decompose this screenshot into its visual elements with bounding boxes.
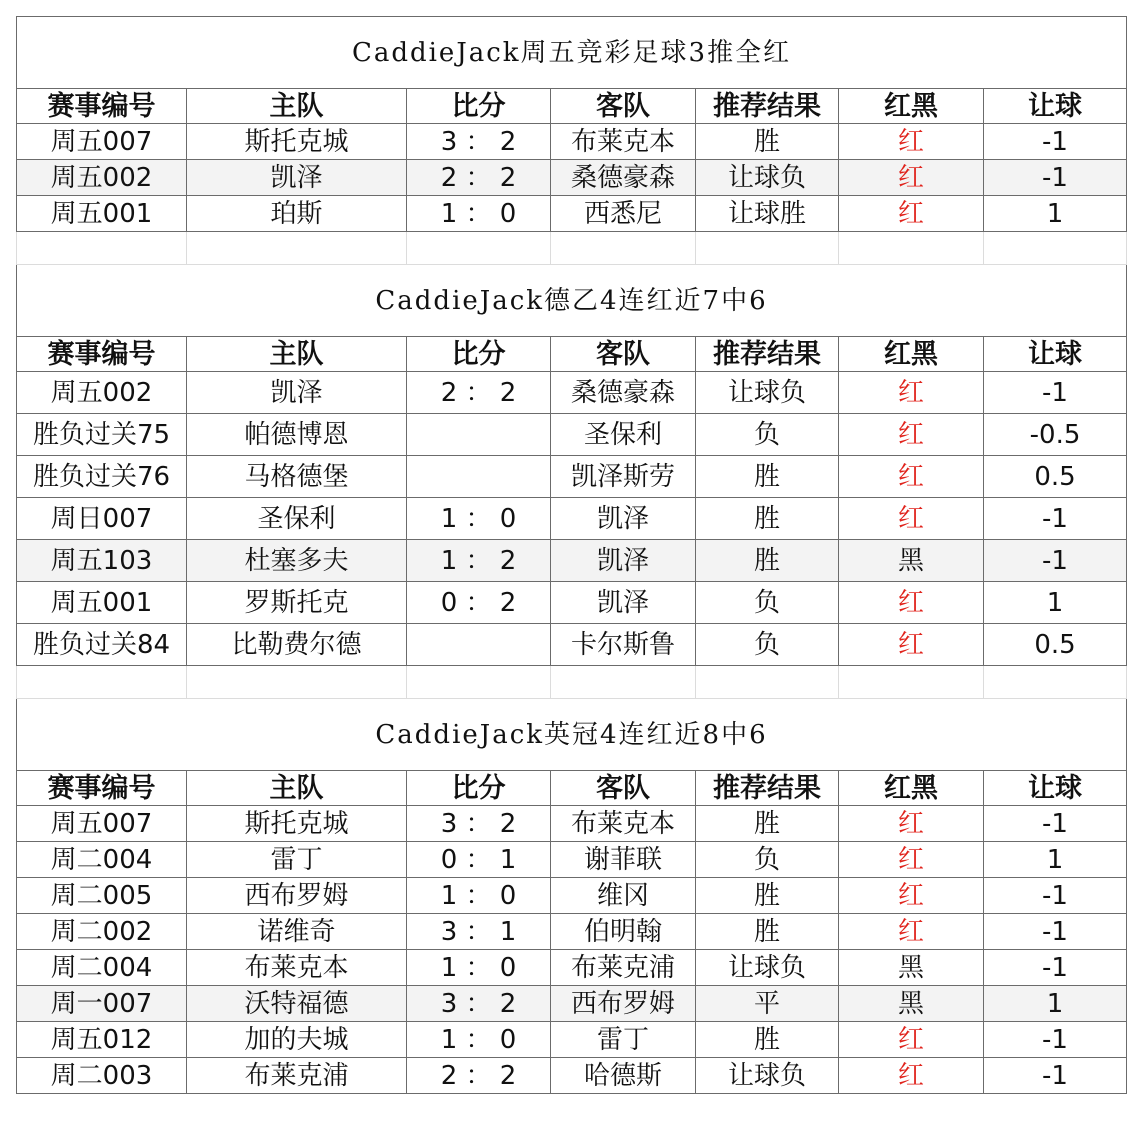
- handicap-cell: 1: [984, 582, 1127, 624]
- spacer-cell: [17, 232, 187, 265]
- match-id-cell: 周五012: [17, 1022, 187, 1058]
- away-team-cell: 维冈: [551, 878, 696, 914]
- column-header: 让球: [984, 89, 1127, 124]
- match-id-cell: 周五002: [17, 372, 187, 414]
- result-cell: 红: [839, 1022, 984, 1058]
- away-team-cell: 桑德豪森: [551, 160, 696, 196]
- match-id-cell: 胜负过关84: [17, 624, 187, 666]
- pick-cell: 胜: [696, 498, 839, 540]
- match-id-cell: 周五007: [17, 806, 187, 842]
- home-team-cell: 珀斯: [187, 196, 407, 232]
- result-cell: 黑: [839, 950, 984, 986]
- match-id-cell: 周日007: [17, 498, 187, 540]
- results-sheet: [16, 16, 1126, 1094]
- column-header: 比分: [407, 771, 551, 806]
- home-team-cell: 布莱克本: [187, 950, 407, 986]
- table-row: [17, 986, 1127, 1022]
- result-cell: 红: [839, 878, 984, 914]
- column-header: 主队: [187, 337, 407, 372]
- match-id-cell: 周五001: [17, 582, 187, 624]
- spacer-row: [17, 232, 1127, 265]
- match-id-cell: 周五007: [17, 124, 187, 160]
- pick-cell: 让球胜: [696, 196, 839, 232]
- spacer-cell: [551, 232, 696, 265]
- score-cell: 1 ： 0: [407, 950, 551, 986]
- handicap-cell: -1: [984, 1022, 1127, 1058]
- spacer-cell: [407, 232, 551, 265]
- table-row: [17, 1022, 1127, 1058]
- column-header: 客队: [551, 89, 696, 124]
- match-id-cell: 胜负过关75: [17, 414, 187, 456]
- match-id-cell: 周二003: [17, 1058, 187, 1094]
- pick-cell: 胜: [696, 806, 839, 842]
- column-header: 比分: [407, 337, 551, 372]
- handicap-cell: 0.5: [984, 624, 1127, 666]
- pick-cell: 负: [696, 582, 839, 624]
- handicap-cell: -1: [984, 498, 1127, 540]
- home-team-cell: 凯泽: [187, 160, 407, 196]
- away-team-cell: 桑德豪森: [551, 372, 696, 414]
- away-team-cell: 雷丁: [551, 1022, 696, 1058]
- spacer-cell: [551, 666, 696, 699]
- score-cell: 1 ： 0: [407, 1022, 551, 1058]
- result-cell: 红: [839, 456, 984, 498]
- spacer-cell: [839, 666, 984, 699]
- away-team-cell: 西悉尼: [551, 196, 696, 232]
- section-title-row: [17, 699, 1127, 771]
- pick-cell: 负: [696, 842, 839, 878]
- spacer-cell: [696, 666, 839, 699]
- away-team-cell: 凯泽: [551, 540, 696, 582]
- handicap-cell: -1: [984, 878, 1127, 914]
- home-team-cell: 杜塞多夫: [187, 540, 407, 582]
- handicap-cell: -0.5: [984, 414, 1127, 456]
- match-id-cell: 周二004: [17, 950, 187, 986]
- column-header: 红黑: [839, 337, 984, 372]
- table-row: [17, 456, 1127, 498]
- away-team-cell: 布莱克浦: [551, 950, 696, 986]
- handicap-cell: 1: [984, 196, 1127, 232]
- header-row: [17, 89, 1127, 124]
- column-header: 让球: [984, 337, 1127, 372]
- table-row: [17, 878, 1127, 914]
- column-header: 推荐结果: [696, 337, 839, 372]
- away-team-cell: 凯泽: [551, 498, 696, 540]
- pick-cell: 负: [696, 624, 839, 666]
- home-team-cell: 帕德博恩: [187, 414, 407, 456]
- score-cell: 0 ： 2: [407, 582, 551, 624]
- match-id-cell: 周二002: [17, 914, 187, 950]
- match-id-cell: 周五103: [17, 540, 187, 582]
- home-team-cell: 比勒费尔德: [187, 624, 407, 666]
- handicap-cell: -1: [984, 1058, 1127, 1094]
- table-row: [17, 498, 1127, 540]
- table-row: [17, 914, 1127, 950]
- result-cell: 红: [839, 806, 984, 842]
- pick-cell: 让球负: [696, 1058, 839, 1094]
- table-row: [17, 414, 1127, 456]
- score-cell: 0 ： 1: [407, 842, 551, 878]
- away-team-cell: 哈德斯: [551, 1058, 696, 1094]
- table-row: [17, 1058, 1127, 1094]
- section-title: CaddieJack德乙4连红近7中6: [17, 265, 1127, 337]
- result-cell: 红: [839, 124, 984, 160]
- away-team-cell: 伯明翰: [551, 914, 696, 950]
- away-team-cell: 西布罗姆: [551, 986, 696, 1022]
- spacer-cell: [839, 232, 984, 265]
- spacer-cell: [187, 666, 407, 699]
- match-id-cell: 周二004: [17, 842, 187, 878]
- pick-cell: 胜: [696, 124, 839, 160]
- home-team-cell: 罗斯托克: [187, 582, 407, 624]
- column-header: 赛事编号: [17, 89, 187, 124]
- column-header: 客队: [551, 771, 696, 806]
- result-cell: 红: [839, 582, 984, 624]
- score-cell: 1 ： 2: [407, 540, 551, 582]
- match-id-cell: 周二005: [17, 878, 187, 914]
- column-header: 主队: [187, 89, 407, 124]
- spacer-cell: [696, 232, 839, 265]
- table-row: [17, 124, 1127, 160]
- score-cell: 2 ： 2: [407, 160, 551, 196]
- column-header: 客队: [551, 337, 696, 372]
- home-team-cell: 斯托克城: [187, 806, 407, 842]
- column-header: 让球: [984, 771, 1127, 806]
- away-team-cell: 圣保利: [551, 414, 696, 456]
- away-team-cell: 凯泽斯劳: [551, 456, 696, 498]
- result-cell: 红: [839, 372, 984, 414]
- table-row: [17, 582, 1127, 624]
- home-team-cell: 诺维奇: [187, 914, 407, 950]
- spacer-cell: [407, 666, 551, 699]
- pick-cell: 胜: [696, 1022, 839, 1058]
- handicap-cell: -1: [984, 372, 1127, 414]
- pick-cell: 让球负: [696, 372, 839, 414]
- column-header: 赛事编号: [17, 337, 187, 372]
- spacer-cell: [984, 666, 1127, 699]
- column-header: 赛事编号: [17, 771, 187, 806]
- home-team-cell: 斯托克城: [187, 124, 407, 160]
- score-cell: 3 ： 2: [407, 806, 551, 842]
- away-team-cell: 布莱克本: [551, 806, 696, 842]
- match-id-cell: 周一007: [17, 986, 187, 1022]
- section-title: CaddieJack英冠4连红近8中6: [17, 699, 1127, 771]
- score-cell: 3 ： 2: [407, 124, 551, 160]
- table-row: [17, 196, 1127, 232]
- column-header: 推荐结果: [696, 771, 839, 806]
- pick-cell: 胜: [696, 878, 839, 914]
- result-cell: 红: [839, 160, 984, 196]
- section-title: CaddieJack周五竞彩足球3推全红: [17, 17, 1127, 89]
- score-cell: 1 ： 0: [407, 196, 551, 232]
- score-cell: 3 ： 1: [407, 914, 551, 950]
- handicap-cell: -1: [984, 914, 1127, 950]
- header-row: [17, 771, 1127, 806]
- pick-cell: 平: [696, 986, 839, 1022]
- score-cell: 1 ： 0: [407, 878, 551, 914]
- pick-cell: 胜: [696, 456, 839, 498]
- handicap-cell: -1: [984, 806, 1127, 842]
- results-table: [16, 16, 1127, 1094]
- header-row: [17, 337, 1127, 372]
- result-cell: 红: [839, 1058, 984, 1094]
- result-cell: 红: [839, 914, 984, 950]
- spacer-cell: [984, 232, 1127, 265]
- table-row: [17, 160, 1127, 196]
- handicap-cell: -1: [984, 160, 1127, 196]
- pick-cell: 负: [696, 414, 839, 456]
- handicap-cell: -1: [984, 950, 1127, 986]
- spacer-cell: [17, 666, 187, 699]
- spacer-row: [17, 666, 1127, 699]
- score-cell: 3 ： 2: [407, 986, 551, 1022]
- home-team-cell: 沃特福德: [187, 986, 407, 1022]
- home-team-cell: 马格德堡: [187, 456, 407, 498]
- score-cell: 2 ： 2: [407, 1058, 551, 1094]
- pick-cell: 让球负: [696, 950, 839, 986]
- pick-cell: 胜: [696, 914, 839, 950]
- home-team-cell: 加的夫城: [187, 1022, 407, 1058]
- pick-cell: 胜: [696, 540, 839, 582]
- result-cell: 红: [839, 842, 984, 878]
- section-title-row: [17, 17, 1127, 89]
- home-team-cell: 雷丁: [187, 842, 407, 878]
- spacer-cell: [187, 232, 407, 265]
- home-team-cell: 西布罗姆: [187, 878, 407, 914]
- result-cell: 黑: [839, 986, 984, 1022]
- column-header: 推荐结果: [696, 89, 839, 124]
- home-team-cell: 凯泽: [187, 372, 407, 414]
- table-row: [17, 372, 1127, 414]
- score-cell: 2 ： 2: [407, 372, 551, 414]
- section-title-row: [17, 265, 1127, 337]
- score-cell: [407, 456, 551, 498]
- table-row: [17, 806, 1127, 842]
- handicap-cell: 1: [984, 986, 1127, 1022]
- away-team-cell: 凯泽: [551, 582, 696, 624]
- result-cell: 红: [839, 624, 984, 666]
- handicap-cell: -1: [984, 540, 1127, 582]
- result-cell: 红: [839, 498, 984, 540]
- table-row: [17, 842, 1127, 878]
- table-row: [17, 950, 1127, 986]
- handicap-cell: -1: [984, 124, 1127, 160]
- results-table-body: [17, 17, 1127, 1094]
- handicap-cell: 0.5: [984, 456, 1127, 498]
- match-id-cell: 胜负过关76: [17, 456, 187, 498]
- away-team-cell: 布莱克本: [551, 124, 696, 160]
- table-row: [17, 624, 1127, 666]
- table-row: [17, 540, 1127, 582]
- score-cell: [407, 414, 551, 456]
- score-cell: [407, 624, 551, 666]
- away-team-cell: 谢菲联: [551, 842, 696, 878]
- match-id-cell: 周五001: [17, 196, 187, 232]
- home-team-cell: 圣保利: [187, 498, 407, 540]
- result-cell: 红: [839, 414, 984, 456]
- pick-cell: 让球负: [696, 160, 839, 196]
- result-cell: 黑: [839, 540, 984, 582]
- match-id-cell: 周五002: [17, 160, 187, 196]
- column-header: 主队: [187, 771, 407, 806]
- column-header: 红黑: [839, 771, 984, 806]
- away-team-cell: 卡尔斯鲁: [551, 624, 696, 666]
- column-header: 红黑: [839, 89, 984, 124]
- score-cell: 1 ： 0: [407, 498, 551, 540]
- result-cell: 红: [839, 196, 984, 232]
- home-team-cell: 布莱克浦: [187, 1058, 407, 1094]
- handicap-cell: 1: [984, 842, 1127, 878]
- column-header: 比分: [407, 89, 551, 124]
